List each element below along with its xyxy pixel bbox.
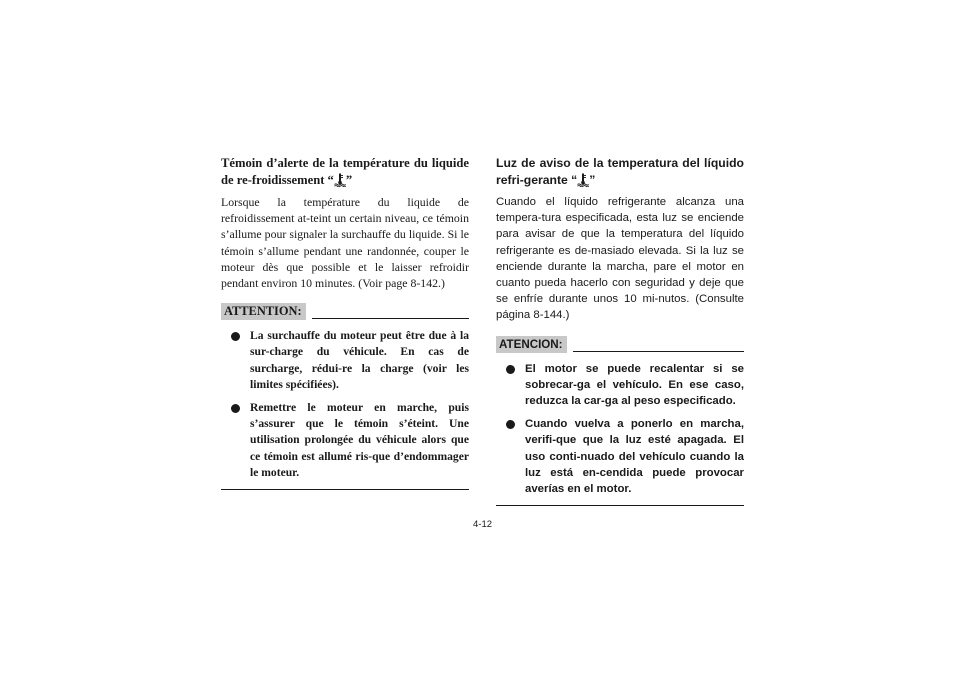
spanish-notice-list — [496, 361, 744, 498]
list-item-text: Remettre le moteur en marche, puis s’assurer que le témoin s’éteint. Une utilisation prolongée du véhicule alors que ce témoin est allumé ris-que d’endommager le moteur. — [250, 401, 469, 479]
bullet-icon — [506, 365, 515, 374]
french-notice — [221, 303, 469, 490]
coolant-temperature-icon — [334, 173, 346, 187]
french-notice-header — [221, 303, 469, 320]
bullet-icon — [506, 420, 515, 429]
notice-rule — [573, 351, 744, 352]
bullet-icon — [231, 404, 240, 413]
page-number: 4-12 — [473, 519, 493, 530]
coolant-temperature-icon — [577, 173, 589, 187]
list-item — [496, 361, 744, 410]
french-body: Lorsque la température du liquide de refroidissement at-teint un certain niveau, ce témoin s’allume pour signaler la surchauffe du liquide. Si le témoin s’allume pendant une randonnée, couper le moteur dès que possible et le laisser refroidir pendant environ 10 minutes. (Voir page 8-142.) — [221, 195, 469, 291]
notice-rule — [312, 318, 469, 319]
french-heading: Témoin d’alerte de la température du liquide de re-froidissement “ ” — [221, 156, 469, 187]
list-item-text: Cuando vuelva a ponerlo en marcha, verifi-que que la luz esté apagada. El uso conti-nuado del vehículo cuando la luz está en-cendida puede provocar averías en el motor. — [525, 418, 744, 496]
spanish-notice — [496, 336, 744, 507]
list-item — [221, 328, 469, 393]
notice-end-rule — [496, 505, 744, 506]
list-item-text: La surchauffe du moteur peut être due à la sur-charge du véhicule. En cas de surcharge, rédui-re la charge (voir les limites spécifiées). — [250, 329, 469, 391]
list-item — [496, 416, 744, 497]
spanish-notice-header — [496, 336, 744, 353]
french-column — [221, 155, 469, 490]
list-item-text: El motor se puede recalentar si se sobrecar-ga el vehículo. En ese caso, reduzca la car-ga al peso especificado. — [525, 362, 744, 408]
spanish-body: Cuando el líquido refrigerante alcanza una tempera-tura especificada, esta luz se enciende para avisar de que la temperatura del líquido refrigerante es de-masiado elevada. Si la luz se enciende durante la marcha, pare el motor en cuanto pueda hacerlo con seguridad y deje que se enfríe durante unos 10 mi-nutos. (Consulte página 8-144.) — [496, 196, 744, 322]
spanish-column — [496, 155, 744, 506]
french-notice-list — [221, 328, 469, 481]
list-item — [221, 400, 469, 481]
spanish-notice-label: ATENCION: — [496, 336, 567, 353]
spanish-heading: Luz de aviso de la temperatura del líquido refri-gerante “ ” — [496, 156, 744, 187]
french-notice-label: ATTENTION: — [221, 303, 306, 320]
notice-end-rule — [221, 489, 469, 490]
bullet-icon — [231, 332, 240, 341]
